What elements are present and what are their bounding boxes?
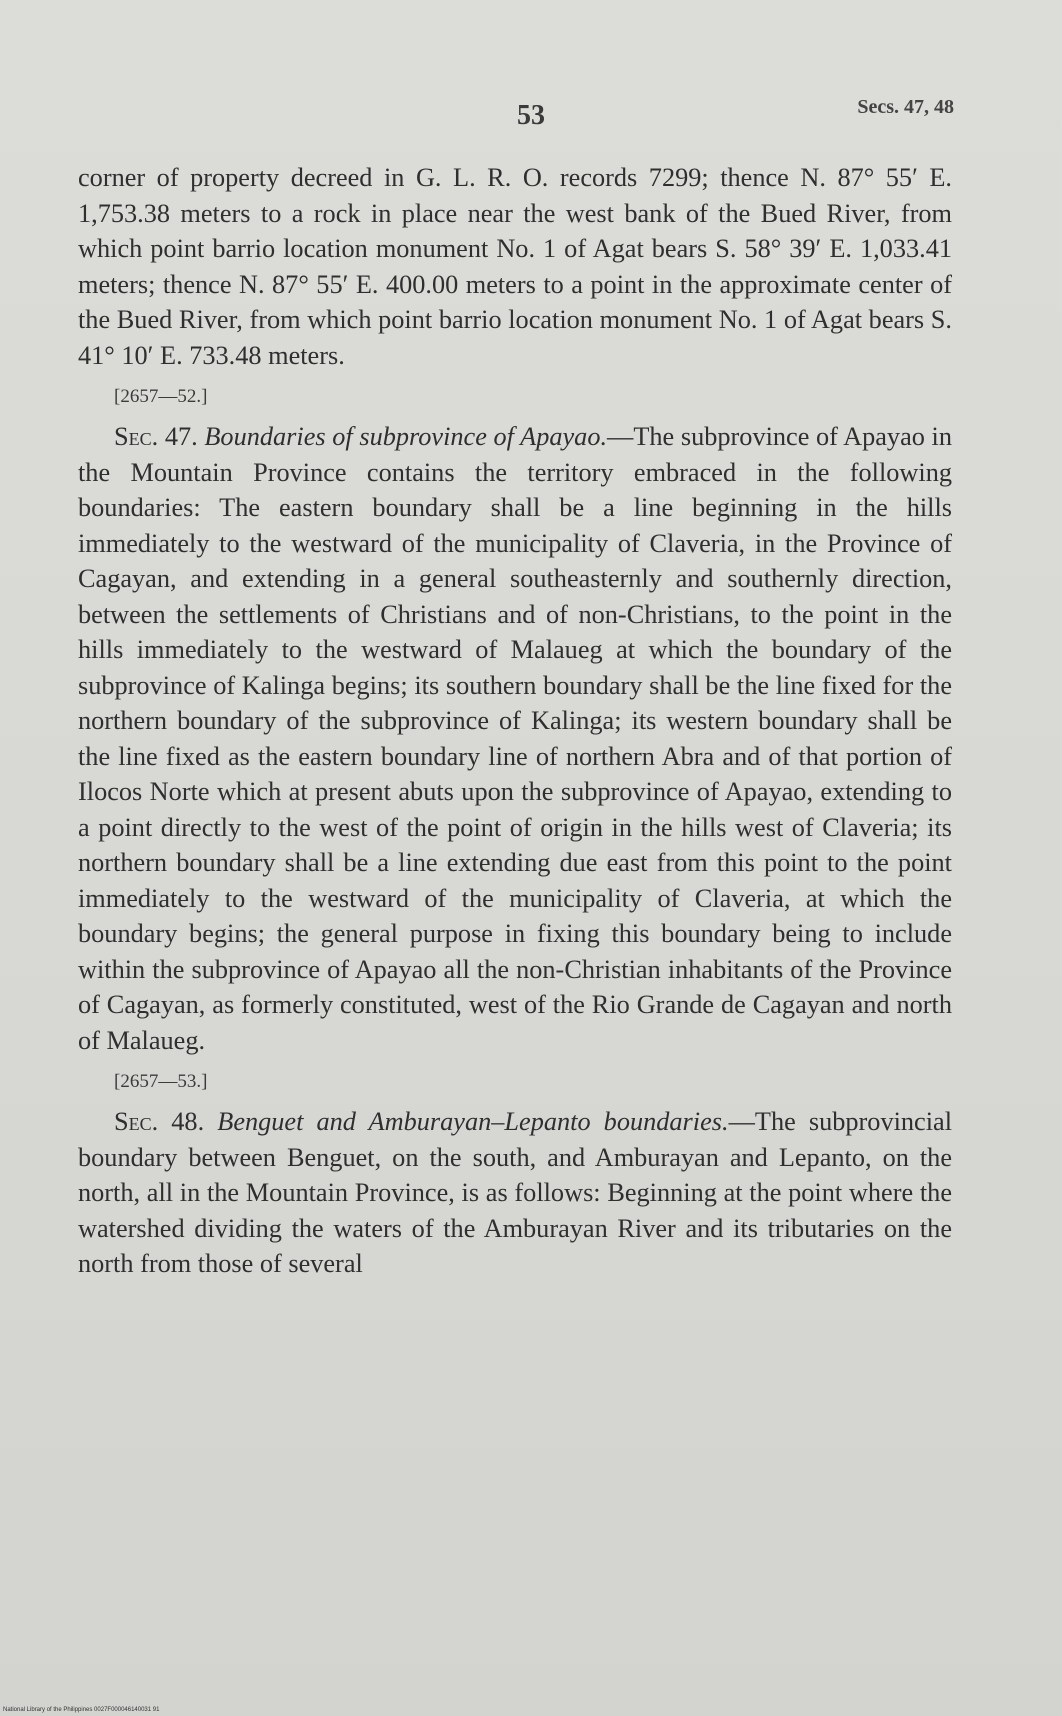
section-48-text: —The subprovincial boundary between Benguet, on the south, and Amburayan and Lepanto, on the north, all in the Mountain Province, is as follows: Beginning at the point where the watershed dividing the waters of the Amburayan River and its tributaries on the north from those of several	[78, 1107, 952, 1278]
page-number: 53	[517, 100, 545, 131]
section-48-paragraph	[78, 1104, 952, 1282]
section-48-number: Sec. 48.	[114, 1107, 205, 1136]
section-48-title: Benguet and Amburayan–Lepanto boundaries.	[217, 1107, 729, 1136]
section-47-text: —The subprovince of Apayao in the Mountain Province contains the territory embraced in the following boundaries: The eastern boundary shall be a line beginning in the hills immediately to the westward of the municipality of Claveria, in the Province of Cagayan, and extending in a general southeasternly and southernly direction, between the settlements of Christians and of non-Christians, to the point in the hills immediately to the westward of Malaueg at which the boundary of the subprovince of Kalinga begins; its southern boundary shall be the line fixed for the northern boundary of the subprovince of Kalinga; its western boundary shall be the line fixed as the eastern boundary line of northern Abra and of that portion of Ilocos Norte which at present abuts upon the subprovince of Apayao, extending to a point directly to the west of the point of origin in the hills west of Claveria; its northern boundary shall be a line extending due east from this point to the point immediately to the westward of the municipality of Claveria, at which the boundary begins; the general purpose in fixing this boundary being to include within the subprovince of Apayao all the non-Christian inhabitants of the Province of Cagayan, as formerly constituted, west of the Rio Grande de Cagayan and north of Malaueg.	[78, 422, 952, 1055]
section-47-number: Sec. 47.	[114, 422, 198, 451]
section-47-title: Boundaries of subprovince of Apayao.	[204, 422, 608, 451]
scan-credit: National Library of the Philippines 0027F000046140031 91	[3, 1707, 160, 1713]
body-text	[78, 160, 952, 1282]
running-head: Secs. 47, 48	[857, 96, 954, 118]
section-47-reference: [2657—52.]	[114, 386, 208, 407]
section-48-reference: [2657—53.]	[114, 1071, 208, 1092]
opening-paragraph: corner of property decreed in G. L. R. O. records 7299; thence N. 87° 55′ E. 1,753.38 meters to a rock in place near the west bank of the Bued River, from which point barrio location monument No. 1 of Agat bears S. 58° 39′ E. 1,033.41 meters; thence N. 87° 55′ E. 400.00 meters to a point in the approximate center of the Bued River, from which point barrio location monument No. 1 of Agat bears S. 41° 10′ E. 733.48 meters.	[78, 163, 952, 370]
section-47-paragraph	[78, 419, 952, 1058]
